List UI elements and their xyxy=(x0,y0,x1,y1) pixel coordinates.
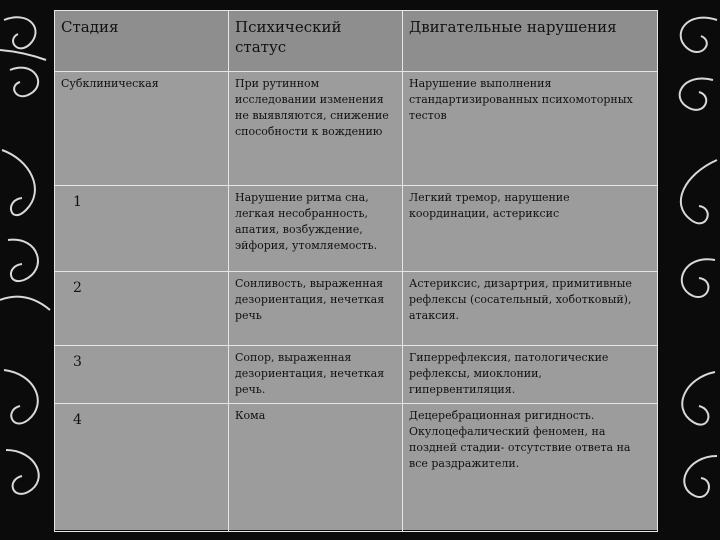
table-row xyxy=(55,272,658,346)
stages-table xyxy=(54,10,658,532)
cell-mental: При рутинном исследовании изменения не выявляются, снижение способности к вождению xyxy=(229,72,403,186)
stages-table-container xyxy=(54,10,657,530)
cell-motor: Астериксис, дизартрия, примитивные рефлексы (сосательный, хоботковый), атаксия. xyxy=(403,272,658,346)
cell-motor: Децеребрационная ригидность. Окулоцефалический феномен, на поздней стадии- отсутствие ответа на все раздражители. xyxy=(403,404,658,532)
table-row xyxy=(55,404,658,532)
cell-stage: 4 xyxy=(55,404,229,532)
table-row xyxy=(55,72,658,186)
header-motor-disorders: Двигательные нарушения xyxy=(403,11,658,72)
ornament-bottom-left-icon xyxy=(0,360,54,530)
ornament-top-left-icon xyxy=(0,0,54,120)
cell-mental: Сопор, выраженная дезориентация, нечеткая речь. xyxy=(229,346,403,404)
cell-motor: Нарушение выполнения стандартизированных психомоторных тестов xyxy=(403,72,658,186)
cell-motor: Гиперрефлексия, патологические рефлексы, миоклонии, гипервентиляция. xyxy=(403,346,658,404)
ornament-middle-left-icon xyxy=(0,140,54,320)
ornament-middle-right-icon xyxy=(657,150,720,330)
ornament-bottom-right-icon xyxy=(657,360,720,530)
cell-mental: Кома xyxy=(229,404,403,532)
header-mental-status: Психический статус xyxy=(229,11,403,72)
cell-stage: Субклиническая xyxy=(55,72,229,186)
table-row xyxy=(55,186,658,272)
cell-stage: 1 xyxy=(55,186,229,272)
cell-stage: 2 xyxy=(55,272,229,346)
table-row xyxy=(55,346,658,404)
cell-mental: Сонливость, выраженная дезориентация, нечеткая речь xyxy=(229,272,403,346)
table-header-row xyxy=(55,11,658,72)
cell-mental: Нарушение ритма сна, легкая несобранность, апатия, возбуждение, эйфория, утомляемость. xyxy=(229,186,403,272)
cell-motor: Легкий тремор, нарушение координации, астериксис xyxy=(403,186,658,272)
ornament-top-right-icon xyxy=(657,0,720,130)
cell-stage: 3 xyxy=(55,346,229,404)
header-stage: Стадия xyxy=(55,11,229,72)
